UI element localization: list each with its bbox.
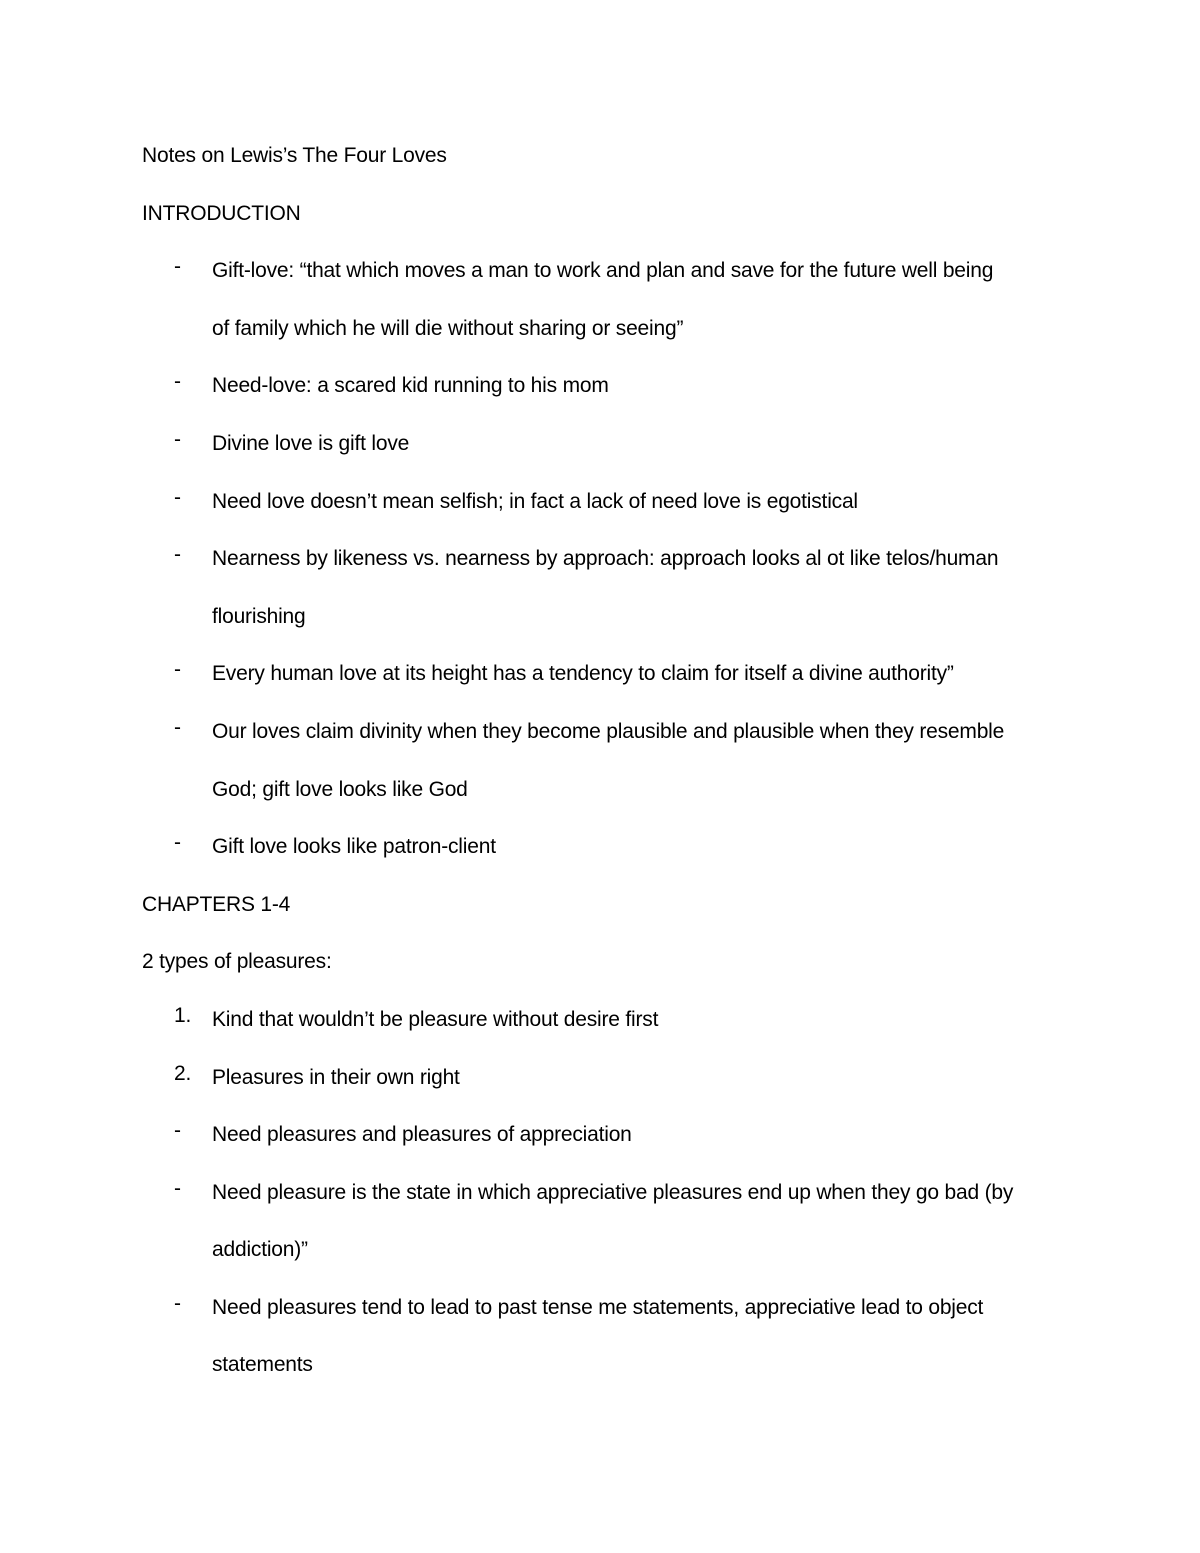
list-item-line: Need-love: a scared kid running to his mom	[212, 374, 609, 398]
list-item	[142, 1119, 1062, 1177]
list-item	[142, 428, 1062, 486]
list-item-line: Every human love at its height has a tendency to claim for itself a divine authority”	[212, 662, 954, 686]
list-item	[142, 831, 1062, 889]
bullet-dash: -	[174, 543, 181, 567]
list-item-line: Nearness by likeness vs. nearness by approach: approach looks al ot like telos/human	[212, 547, 999, 571]
list-number: 2.	[174, 1061, 192, 1085]
section-heading-introduction: INTRODUCTION	[142, 201, 301, 225]
list-item-line: Need pleasure is the state in which appreciative pleasures end up when they go bad (by	[212, 1180, 1014, 1204]
list-item	[142, 1177, 1062, 1292]
list-item-line: Need love doesn’t mean selfish; in fact a lack of need love is egotistical	[212, 489, 858, 513]
bullet-dash: -	[174, 1291, 181, 1315]
list-item-line: of family which he will die without sharing or seeing”	[212, 316, 684, 340]
bullet-dash: -	[174, 1119, 181, 1143]
list-item	[142, 255, 1062, 370]
bullet-dash: -	[174, 370, 181, 394]
list-item	[142, 543, 1062, 658]
list-item-line: Gift love looks like patron-client	[212, 835, 496, 859]
list-number: 1.	[174, 1003, 192, 1027]
list-item-line: God; gift love looks like God	[212, 777, 468, 801]
bullet-dash: -	[174, 1176, 181, 1200]
list-item-line: Divine love is gift love	[212, 431, 410, 455]
bullet-dash: -	[174, 427, 181, 451]
bullet-dash: -	[174, 485, 181, 509]
list-item-line: Gift-love: “that which moves a man to work and plan and save for the future well being	[212, 259, 994, 283]
list-item-line: Need pleasures tend to lead to past tense me statements, appreciative lead to object	[212, 1295, 984, 1319]
section-subheading: 2 types of pleasures:	[142, 950, 332, 974]
document-title: Notes on Lewis’s The Four Loves	[142, 144, 447, 167]
list-item	[142, 486, 1062, 544]
bullet-dash: -	[174, 715, 181, 739]
bullet-dash: -	[174, 831, 181, 855]
list-item	[142, 1062, 1062, 1120]
list-item-line: Our loves claim divinity when they become plausible and plausible when they resemble	[212, 719, 1005, 743]
list-item	[142, 1004, 1062, 1062]
list-item-line: Kind that wouldn’t be pleasure without desire first	[212, 1007, 659, 1031]
list-item-line: Pleasures in their own right	[212, 1065, 460, 1089]
bullet-dash: -	[174, 255, 181, 279]
list-item-line: flourishing	[212, 604, 306, 628]
list-item-line: statements	[212, 1353, 313, 1377]
list-item	[142, 658, 1062, 716]
section-heading-chapters: CHAPTERS 1-4	[142, 892, 291, 916]
list-item	[142, 716, 1062, 831]
list-item-line: addiction)”	[212, 1238, 308, 1262]
document-body	[142, 140, 1062, 1407]
list-item-line: Need pleasures and pleasures of appreciation	[212, 1123, 632, 1147]
list-item	[142, 1292, 1062, 1407]
list-item	[142, 370, 1062, 428]
bullet-dash: -	[174, 658, 181, 682]
